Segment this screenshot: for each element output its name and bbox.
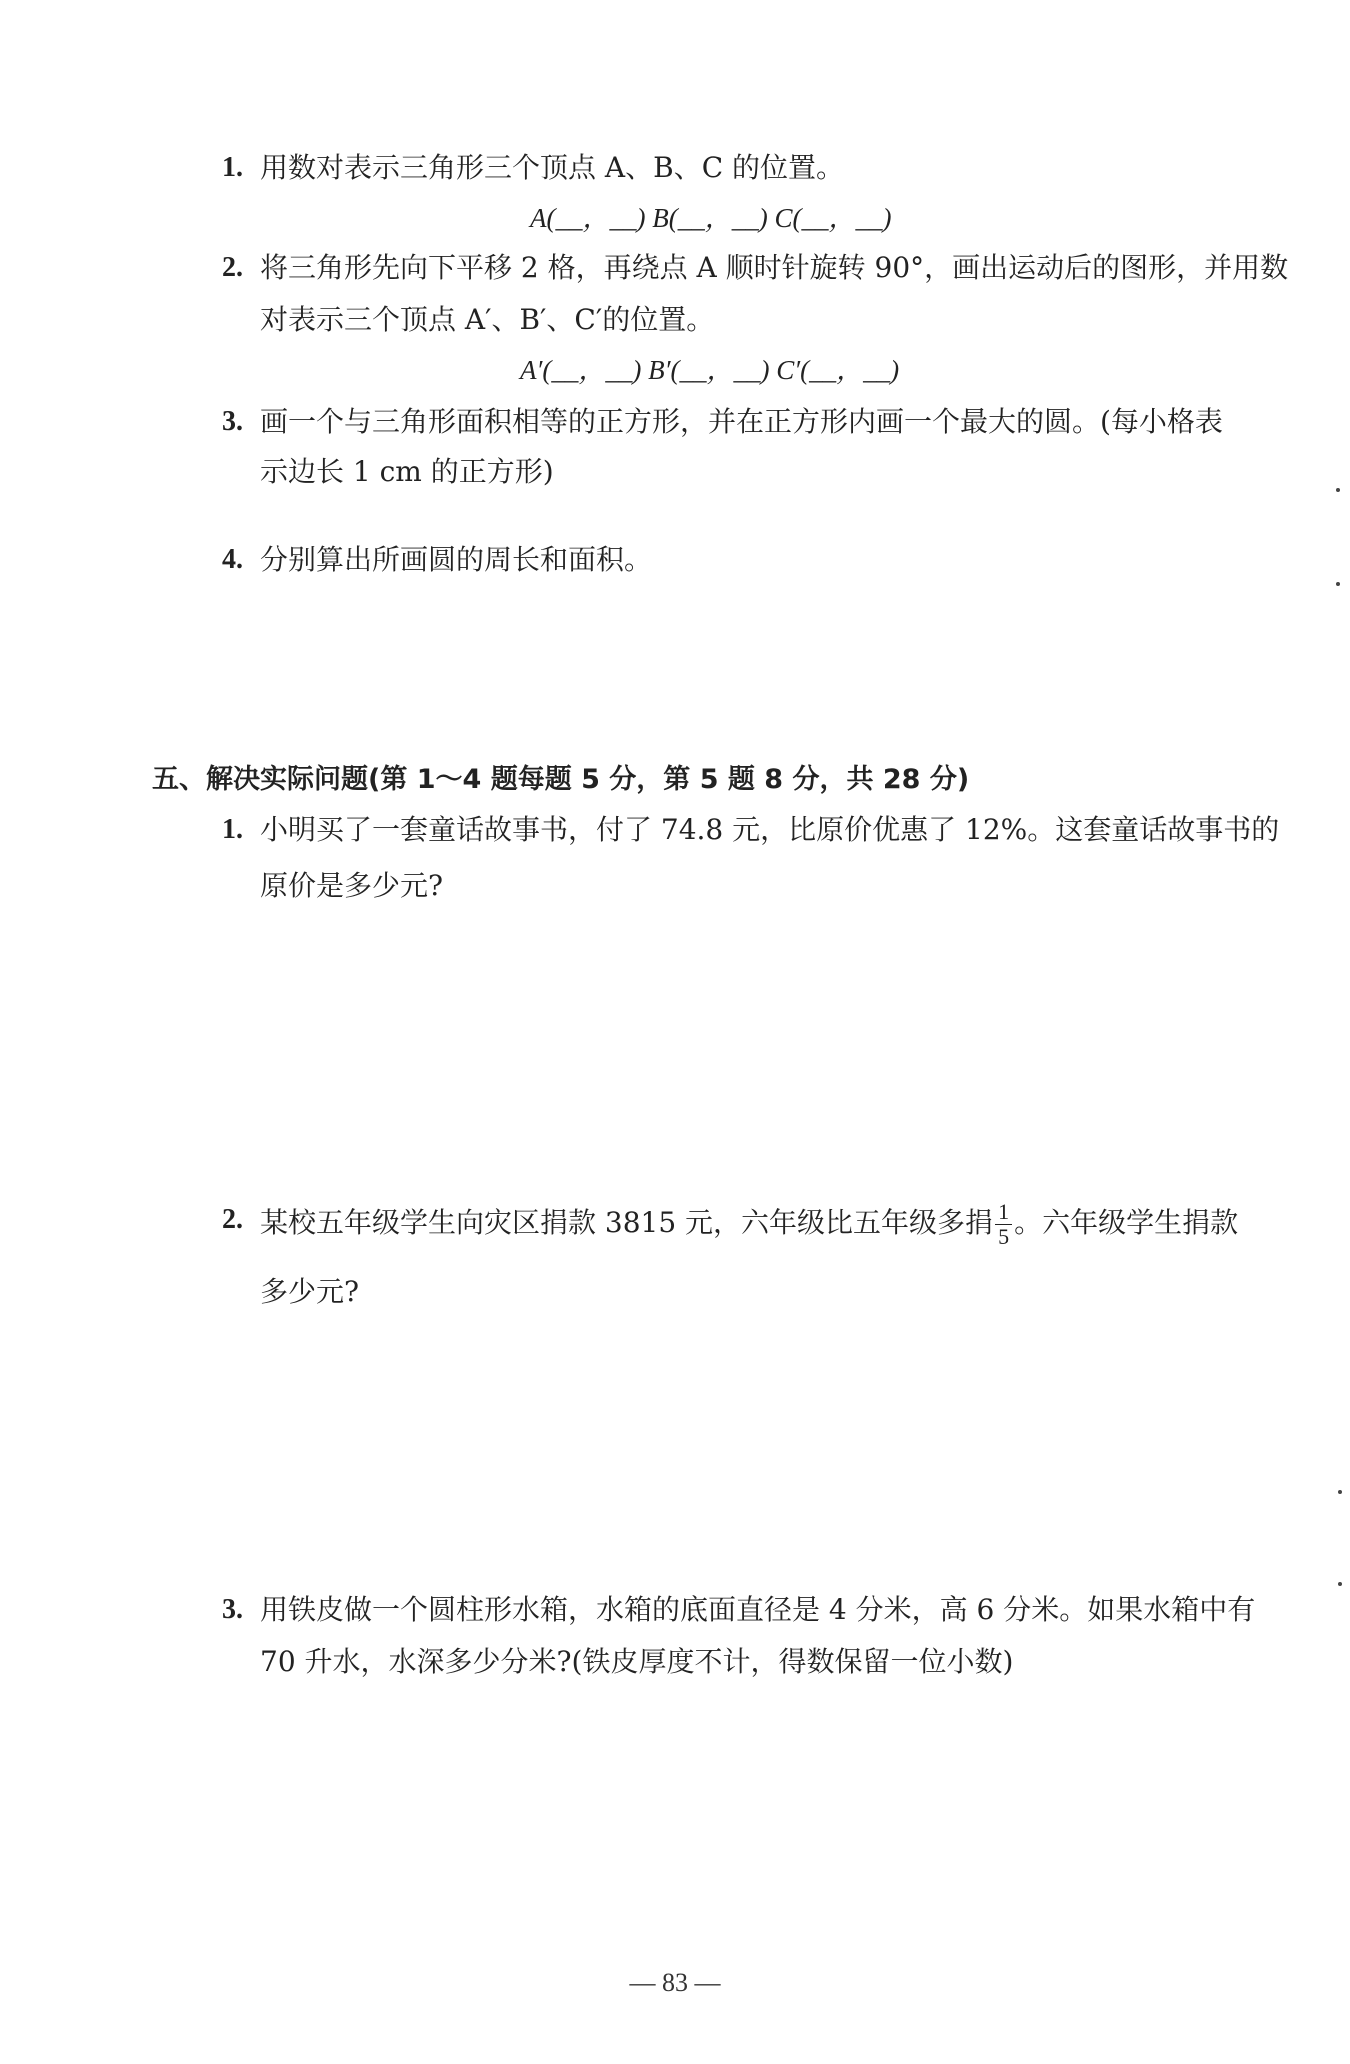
q4-3-number: 3. [222,406,243,437]
q5-2-line1-part-b: 。六年级学生捐款 [1014,1206,1239,1239]
q4-2-line1: 将三角形先向下平移 2 格，再绕点 A 顺时针旋转 90°，画出运动后的图形，并用数 [260,251,1289,284]
scan-speck [1336,582,1340,586]
q4-2-line2: 对表示三个顶点 A′、B′、C′的位置。 [260,303,715,336]
q4-4-number: 4. [222,544,243,575]
scan-speck [1338,1490,1342,1494]
q4-3-line2: 示边长 1 cm 的正方形) [260,455,554,488]
q4-1-number: 1. [222,152,243,183]
q4-2-number: 2. [222,252,243,283]
fraction-denominator: 5 [998,1224,1010,1249]
q4-4-text: 分别算出所画圆的周长和面积。 [260,543,653,576]
q5-3-line2: 70 升水，水深多少分米?(铁皮厚度不计，得数保留一位小数) [260,1645,1014,1678]
scan-speck [1336,488,1340,492]
q4-1-coords: A(__，__) B(__，__) C(__，__) [530,203,892,233]
q5-2-number: 2. [222,1204,243,1235]
scan-speck [1338,1582,1342,1586]
fraction [995,1200,1012,1249]
q5-1-line2: 原价是多少元? [260,869,444,902]
q4-2-coords: A′(__，__) B′(__，__) C′(__，__) [520,355,900,385]
q5-2-line1-part-a: 某校五年级学生向灾区捐款 3815 元，六年级比五年级多捐 [260,1206,994,1239]
fraction-numerator: 1 [995,1200,1012,1225]
page-number: — 83 — [629,1968,721,1997]
q5-1-line1: 小明买了一套童话故事书，付了 74.8 元，比原价优惠了 12%。这套童话故事书的 [260,813,1280,846]
q5-3-line1: 用铁皮做一个圆柱形水箱，水箱的底面直径是 4 分米，高 6 分米。如果水箱中有 [260,1593,1256,1626]
q5-2-line2: 多少元? [260,1275,360,1308]
q5-3-number: 3. [222,1594,243,1625]
section-heading: 五、解决实际问题(第 1～4 题每题 5 分，第 5 题 8 分，共 28 分) [152,764,970,795]
q5-1-number: 1. [222,814,243,845]
q4-1-text: 用数对表示三角形三个顶点 A、B、C 的位置。 [260,151,845,184]
q5-2-line1 [260,1200,1238,1249]
q4-3-line1: 画一个与三角形面积相等的正方形，并在正方形内画一个最大的圆。(每小格表 [260,405,1223,438]
